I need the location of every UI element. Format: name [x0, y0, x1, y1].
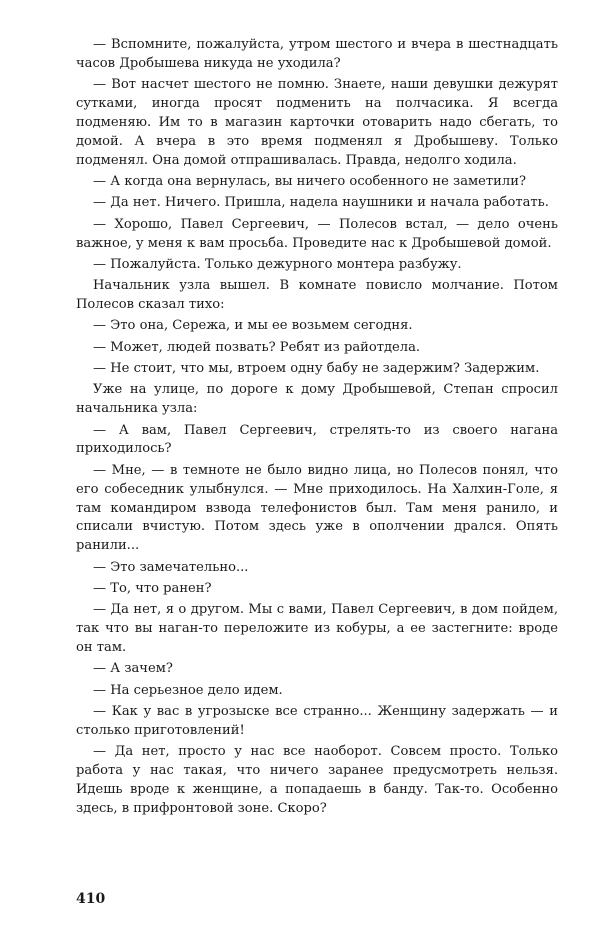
- page-text-body: [76, 36, 558, 821]
- paragraph-17: — А зачем?: [93, 661, 173, 677]
- paragraph-19: — Как у вас в угрозыске все странно... Женщину задержать — и столько приготовлений!: [76, 703, 558, 738]
- paragraph-20: — Да нет, просто у нас все наоборот. Совсем просто. Только работа у нас такая, что ничего заранее предусмотреть нельзя. Идешь вроде к женщине, а попадаешь в банду. Так-то. Особенно здесь, в прифронтовой зоне. Скоро?: [76, 744, 558, 816]
- paragraph-3: — А когда она вернулась, вы ничего особенного не заметили?: [93, 174, 526, 190]
- paragraph-8: — Это она, Сережа, и мы ее возьмем сегодня.: [93, 318, 413, 334]
- paragraph-13: — Мне, — в темноте не было видно лица, но Полесов понял, что его собеседник улыбнулся. — Мне приходилось. На Халхин-Голе, я там командиром взвода телефонистов был. Там меня ранило, и списали вчистую. Потом здесь уже в ополчении дрался. Опять ранили...: [76, 462, 558, 554]
- paragraph-5: — Хорошо, Павел Сергеевич, — Полесов встал, — дело очень важное, у меня к вам просьба. Проведите нас к Дробышевой домой.: [76, 216, 558, 251]
- paragraph-6: — Пожалуйста. Только дежурного монтера разбужу.: [93, 256, 462, 272]
- paragraph-14: — Это замечательно...: [93, 559, 249, 575]
- paragraph-16: — Да нет, я о другом. Мы с вами, Павел Сергеевич, в дом пойдем, так что вы наган-то переложите из кобуры, а ее застегните: вроде он там.: [76, 602, 558, 656]
- paragraph-7: Начальник узла вышел. В комнате повисло молчание. Потом Полесов сказал тихо:: [76, 278, 558, 313]
- paragraph-4: — Да нет. Ничего. Пришла, надела наушники и начала работать.: [93, 195, 549, 211]
- paragraph-15: — То, что ранен?: [93, 580, 212, 596]
- page-number: 410: [76, 891, 106, 907]
- paragraph-10: — Не стоит, что мы, втроем одну бабу не задержим? Задержим.: [93, 361, 540, 377]
- paragraph-11: Уже на улице, по дороге к дому Дробышевой, Степан спросил начальника узла:: [76, 382, 558, 417]
- paragraph-18: — На серьезное дело идем.: [93, 682, 283, 698]
- paragraph-9: — Может, людей позвать? Ребят из райотдела.: [93, 339, 421, 355]
- paragraph-2: — Вот насчет шестого не помню. Знаете, наши девушки дежурят сутками, иногда просят подменить на полчасика. Я всегда подменяю. Им то в магазин карточки отоварить надо сбегать, то домой. А вчера в это время подменял я Дробышеву. Только подменял. Она домой отпрашивалась. Правда, недолго ходила.: [76, 77, 558, 168]
- paragraph-1: — Вспомните, пожалуйста, утром шестого и вчера в шестнадцать часов Дробышева никуда не уходила?: [76, 37, 558, 71]
- paragraph-12: — А вам, Павел Сергеевич, стрелять-то из своего нагана приходилось?: [76, 422, 558, 457]
